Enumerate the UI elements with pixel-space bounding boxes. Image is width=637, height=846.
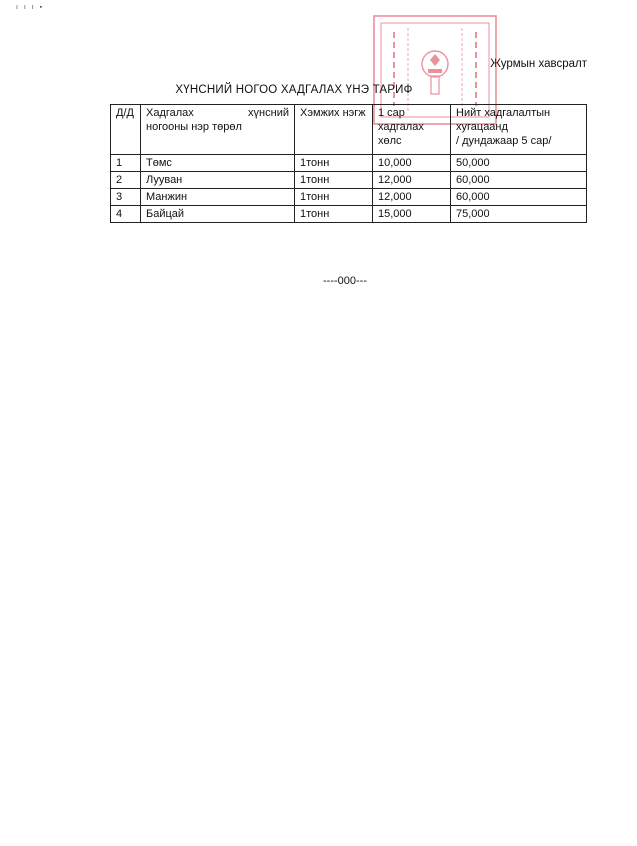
end-marker: ----000--- <box>323 275 367 287</box>
table-header-row <box>111 105 587 155</box>
row-index: 3 <box>111 189 141 206</box>
row-monthly-fee: 12,000 <box>373 189 451 206</box>
row-total: 60,000 <box>451 172 587 189</box>
header-unit: Хэмжих нэгж <box>295 105 373 155</box>
row-product-name: Манжин <box>141 189 295 206</box>
scan-marks: ı ı ı ▪ <box>16 4 45 11</box>
annex-label: Журмын хавсралт <box>490 58 587 70</box>
row-unit: 1тонн <box>295 155 373 172</box>
row-unit: 1тонн <box>295 206 373 223</box>
table-row <box>111 206 587 223</box>
header-product-name-rest: ногооны нэр төрөл <box>146 121 242 133</box>
table-row <box>111 189 587 206</box>
row-product-name: Лууван <box>141 172 295 189</box>
row-index: 2 <box>111 172 141 189</box>
row-monthly-fee: 10,000 <box>373 155 451 172</box>
row-index: 1 <box>111 155 141 172</box>
row-total: 50,000 <box>451 155 587 172</box>
header-total-note: / дундажаар 5 сар/ <box>456 135 552 147</box>
row-product-name: Байцай <box>141 206 295 223</box>
row-monthly-fee: 15,000 <box>373 206 451 223</box>
header-product-name-word2: хүнсний <box>248 107 289 119</box>
row-unit: 1тонн <box>295 172 373 189</box>
header-product-name <box>141 105 295 155</box>
row-unit: 1тонн <box>295 189 373 206</box>
row-monthly-fee: 12,000 <box>373 172 451 189</box>
header-total-label: Нийт хадгалалтын хугацаанд <box>456 107 551 133</box>
header-index: Д/Д <box>111 105 141 155</box>
row-total: 60,000 <box>451 189 587 206</box>
row-total: 75,000 <box>451 206 587 223</box>
header-monthly-fee: 1 сар хадгалах хөлс <box>373 105 451 155</box>
header-total <box>451 105 587 155</box>
row-product-name: Төмс <box>141 155 295 172</box>
tariff-table <box>110 104 587 223</box>
table-row <box>111 155 587 172</box>
table-row <box>111 172 587 189</box>
header-product-name-word1: Хадгалах <box>146 107 194 119</box>
document-title: ХҮНСНИЙ НОГОО ХАДГАЛАХ ҮНЭ ТАРИФ <box>175 84 413 96</box>
row-index: 4 <box>111 206 141 223</box>
